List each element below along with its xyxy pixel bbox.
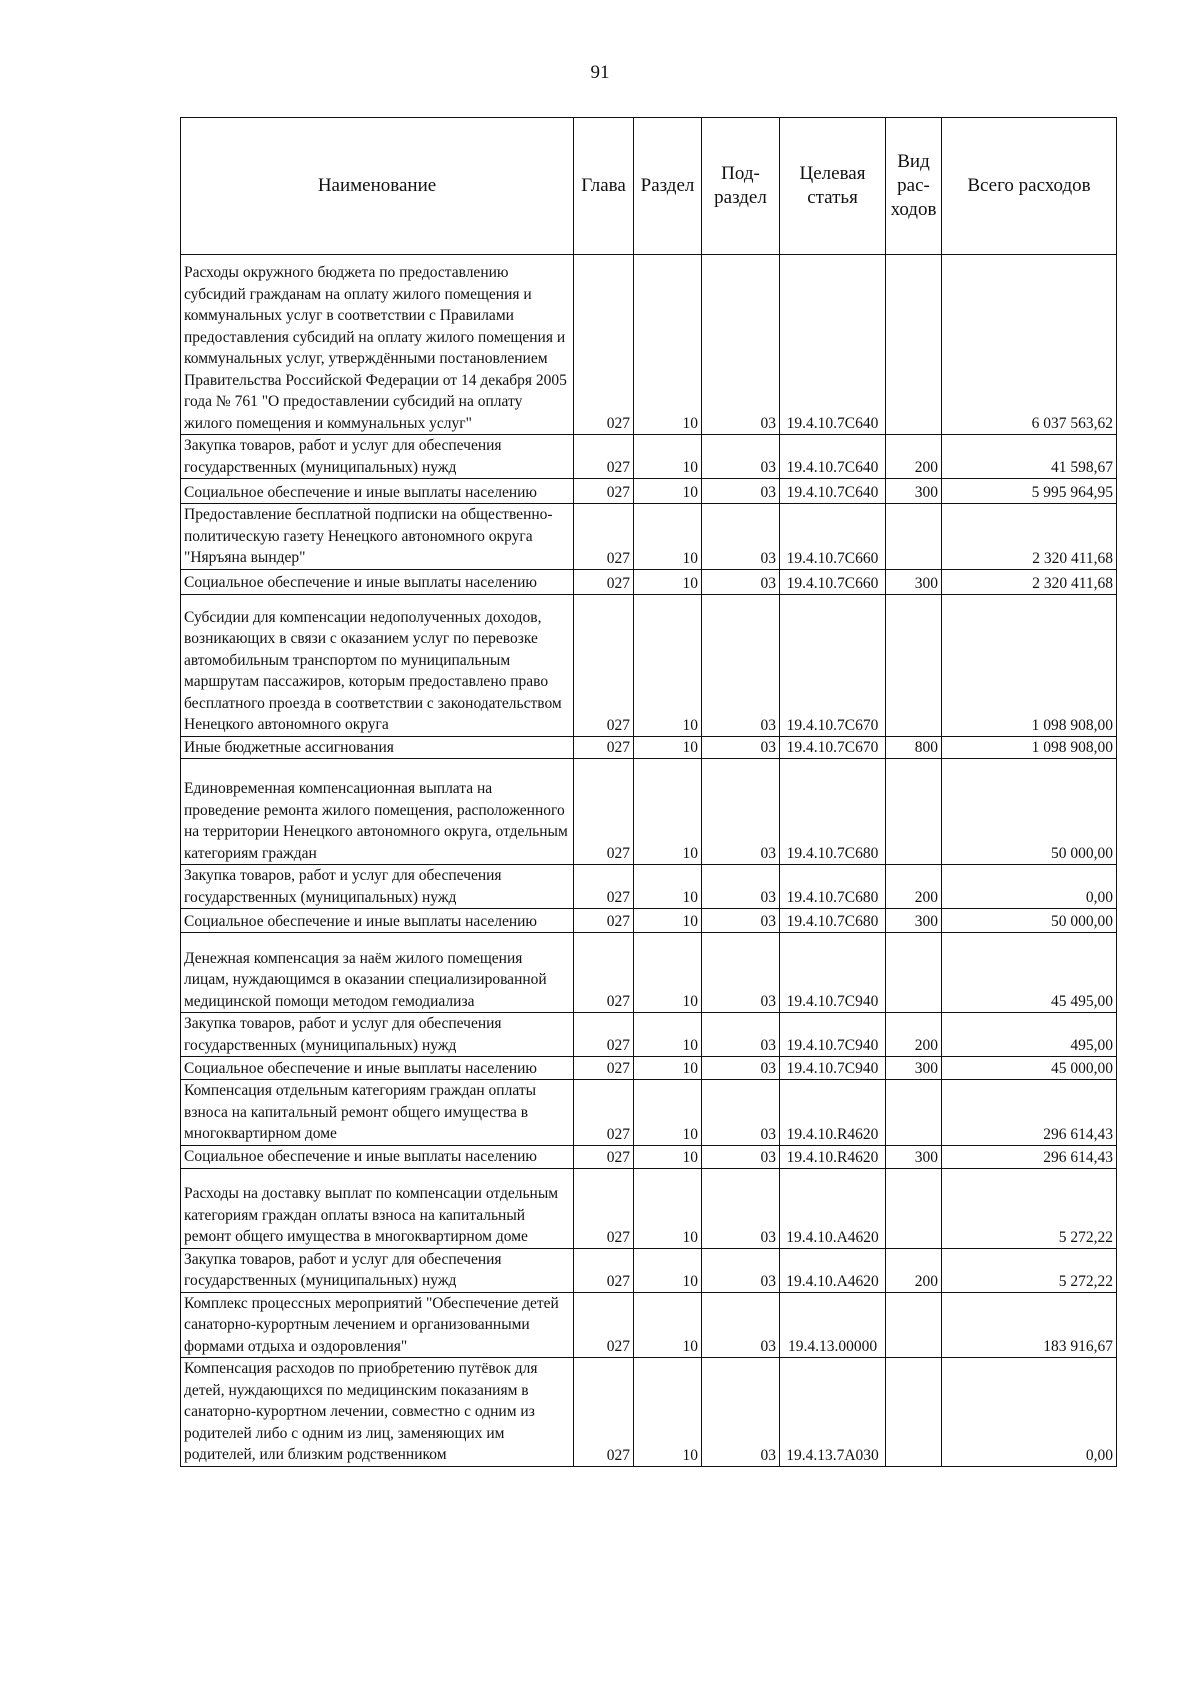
cell-name: Закупка товаров, работ и услуг для обеспечения государственных (муниципальных) нужд [181,435,574,479]
cell-total: 45 495,00 [942,933,1117,1013]
table-row [181,1358,1117,1467]
cell-name: Социальное обеспечение и иные выплаты населению [181,479,574,504]
cell-razdel: 10 [634,1080,702,1146]
cell-podrazdel: 03 [702,435,780,479]
cell-glava: 027 [574,1358,634,1467]
cell-vid [886,1168,942,1248]
cell-total: 0,00 [942,865,1117,909]
cell-podrazdel: 03 [702,759,780,865]
table-row [181,865,1117,909]
cell-glava: 027 [574,909,634,933]
cell-podrazdel: 03 [702,1057,780,1080]
cell-razdel: 10 [634,1057,702,1080]
cell-glava: 027 [574,504,634,570]
cell-vid: 300 [886,1057,942,1080]
header-row [181,118,1117,255]
cell-vid: 300 [886,569,942,594]
cell-razdel: 10 [634,1145,702,1168]
cell-glava: 027 [574,435,634,479]
cell-vid: 200 [886,1248,942,1292]
cell-podrazdel: 03 [702,504,780,570]
cell-glava: 027 [574,1013,634,1057]
header-glava: Глава [574,118,634,255]
table-row [181,594,1117,736]
table-row [181,1248,1117,1292]
cell-glava: 027 [574,1292,634,1358]
cell-statya: 19.4.10.7С660 [780,569,886,594]
cell-statya: 19.4.10.А4620 [780,1248,886,1292]
cell-razdel: 10 [634,1358,702,1467]
cell-statya: 19.4.10.7С680 [780,759,886,865]
table-row [181,1080,1117,1146]
cell-glava: 027 [574,1168,634,1248]
table-row [181,1168,1117,1248]
cell-vid [886,255,942,435]
cell-glava: 027 [574,1145,634,1168]
cell-razdel: 10 [634,594,702,736]
cell-vid [886,759,942,865]
cell-total: 5 272,22 [942,1168,1117,1248]
cell-name: Предоставление бесплатной подписки на общественно-политическую газету Ненецкого автономного округа "Няръяна вындер" [181,504,574,570]
table-row [181,479,1117,504]
cell-razdel: 10 [634,1013,702,1057]
cell-podrazdel: 03 [702,1080,780,1146]
cell-razdel: 10 [634,435,702,479]
cell-total: 495,00 [942,1013,1117,1057]
cell-glava: 027 [574,1057,634,1080]
cell-vid [886,1358,942,1467]
cell-razdel: 10 [634,569,702,594]
cell-razdel: 10 [634,909,702,933]
cell-vid [886,933,942,1013]
cell-razdel: 10 [634,504,702,570]
cell-podrazdel: 03 [702,736,780,759]
cell-statya: 19.4.13.7А030 [780,1358,886,1467]
cell-total: 296 614,43 [942,1145,1117,1168]
cell-razdel: 10 [634,255,702,435]
cell-razdel: 10 [634,933,702,1013]
cell-total: 50 000,00 [942,759,1117,865]
header-statya: Целевая статья [780,118,886,255]
cell-statya: 19.4.10.7С940 [780,933,886,1013]
cell-statya: 19.4.10.7С680 [780,909,886,933]
cell-glava: 027 [574,865,634,909]
cell-vid [886,504,942,570]
table-row [181,736,1117,759]
cell-statya: 19.4.10.R4620 [780,1080,886,1146]
cell-statya: 19.4.10.R4620 [780,1145,886,1168]
table-row [181,759,1117,865]
cell-total: 183 916,67 [942,1292,1117,1358]
cell-vid: 200 [886,1013,942,1057]
cell-podrazdel: 03 [702,479,780,504]
cell-total: 1 098 908,00 [942,594,1117,736]
cell-total: 41 598,67 [942,435,1117,479]
cell-razdel: 10 [634,1168,702,1248]
cell-statya: 19.4.10.7С940 [780,1057,886,1080]
cell-name: Расходы окружного бюджета по предоставлению субсидий гражданам на оплату жилого помещения и коммунальных услуг в соответствии с Правилами предоставления субсидий на оплату жилого помещения и коммунальных услуг, утверждёнными постановлением Правительства Российской Федерации от 14 декабря 2005 года № 761 "О предоставлении субсидий на оплату жилого помещения и коммунальных услуг" [181,255,574,435]
cell-razdel: 10 [634,1248,702,1292]
cell-podrazdel: 03 [702,1248,780,1292]
cell-name: Закупка товаров, работ и услуг для обеспечения государственных (муниципальных) нужд [181,1013,574,1057]
cell-vid: 300 [886,1145,942,1168]
cell-statya: 19.4.10.7С680 [780,865,886,909]
cell-glava: 027 [574,933,634,1013]
cell-statya: 19.4.10.7С670 [780,736,886,759]
cell-name: Субсидии для компенсации недополученных доходов, возникающих в связи с оказанием услуг по перевозке автомобильным транспортом по муниципальным маршрутам пассажиров, которым предоставлено право бесплатного проезда в соответствии с законодательством Ненецкого автономного округа [181,594,574,736]
cell-statya: 19.4.10.7С640 [780,479,886,504]
cell-podrazdel: 03 [702,1292,780,1358]
table-row [181,1292,1117,1358]
cell-glava: 027 [574,479,634,504]
table-row [181,1013,1117,1057]
cell-name: Социальное обеспечение и иные выплаты населению [181,1145,574,1168]
cell-name: Социальное обеспечение и иные выплаты населению [181,1057,574,1080]
cell-razdel: 10 [634,759,702,865]
cell-statya: 19.4.10.7С660 [780,504,886,570]
cell-total: 0,00 [942,1358,1117,1467]
cell-total: 1 098 908,00 [942,736,1117,759]
cell-name: Социальное обеспечение и иные выплаты населению [181,909,574,933]
cell-vid: 800 [886,736,942,759]
cell-vid: 200 [886,865,942,909]
cell-vid: 300 [886,909,942,933]
header-razdel: Раздел [634,118,702,255]
table-row [181,569,1117,594]
cell-vid [886,594,942,736]
header-podrazdel: Под-раздел [702,118,780,255]
cell-name: Компенсация отдельным категориям граждан оплаты взноса на капитальный ремонт общего имущества в многоквартирном доме [181,1080,574,1146]
cell-podrazdel: 03 [702,1145,780,1168]
table-row [181,255,1117,435]
table-row [181,1145,1117,1168]
cell-total: 2 320 411,68 [942,569,1117,594]
cell-podrazdel: 03 [702,1358,780,1467]
header-name: Наименование [181,118,574,255]
cell-name: Закупка товаров, работ и услуг для обеспечения государственных (муниципальных) нужд [181,1248,574,1292]
header-total: Всего расходов [942,118,1117,255]
cell-glava: 027 [574,1080,634,1146]
cell-name: Единовременная компенсационная выплата на проведение ремонта жилого помещения, расположенного на территории Ненецкого автономного округа, отдельным категориям граждан [181,759,574,865]
cell-glava: 027 [574,594,634,736]
cell-razdel: 10 [634,865,702,909]
cell-glava: 027 [574,569,634,594]
cell-name: Денежная компенсация за наём жилого помещения лицам, нуждающимся в оказании специализированной медицинской помощи методом гемодиализа [181,933,574,1013]
cell-name: Расходы на доставку выплат по компенсации отдельным категориям граждан оплаты взноса на капитальный ремонт общего имущества в многоквартирном доме [181,1168,574,1248]
cell-total: 6 037 563,62 [942,255,1117,435]
cell-total: 5 995 964,95 [942,479,1117,504]
cell-podrazdel: 03 [702,569,780,594]
page-number: 91 [590,62,610,83]
cell-razdel: 10 [634,479,702,504]
cell-podrazdel: 03 [702,865,780,909]
table-row [181,933,1117,1013]
cell-glava: 027 [574,255,634,435]
cell-vid: 300 [886,479,942,504]
cell-statya: 19.4.10.7С640 [780,255,886,435]
cell-statya: 19.4.10.А4620 [780,1168,886,1248]
cell-name: Компенсация расходов по приобретению путёвок для детей, нуждающихся по медицинским показаниям в санаторно-курортном лечении, совместно с одним из родителей либо с одним из лиц, заменяющих им родителей, или близким родственником [181,1358,574,1467]
cell-total: 2 320 411,68 [942,504,1117,570]
cell-vid: 200 [886,435,942,479]
cell-razdel: 10 [634,1292,702,1358]
table-row [181,504,1117,570]
cell-name: Комплекс процессных мероприятий "Обеспечение детей санаторно-курортным лечением и организованными формами отдыха и оздоровления" [181,1292,574,1358]
cell-name: Закупка товаров, работ и услуг для обеспечения государственных (муниципальных) нужд [181,865,574,909]
cell-razdel: 10 [634,736,702,759]
cell-podrazdel: 03 [702,1168,780,1248]
cell-total: 50 000,00 [942,909,1117,933]
cell-glava: 027 [574,1248,634,1292]
cell-podrazdel: 03 [702,1013,780,1057]
table-row [181,909,1117,933]
cell-statya: 19.4.10.7С670 [780,594,886,736]
cell-glava: 027 [574,736,634,759]
budget-table [180,117,1117,1467]
cell-total: 296 614,43 [942,1080,1117,1146]
cell-glava: 027 [574,759,634,865]
cell-total: 5 272,22 [942,1248,1117,1292]
cell-name: Социальное обеспечение и иные выплаты населению [181,569,574,594]
cell-podrazdel: 03 [702,255,780,435]
cell-statya: 19.4.10.7С640 [780,435,886,479]
cell-vid [886,1292,942,1358]
cell-vid [886,1080,942,1146]
header-vid: Вид рас-ходов [886,118,942,255]
cell-name: Иные бюджетные ассигнования [181,736,574,759]
cell-podrazdel: 03 [702,933,780,1013]
cell-statya: 19.4.10.7С940 [780,1013,886,1057]
table-row [181,435,1117,479]
table-row [181,1057,1117,1080]
cell-statya: 19.4.13.00000 [780,1292,886,1358]
cell-podrazdel: 03 [702,594,780,736]
cell-podrazdel: 03 [702,909,780,933]
cell-total: 45 000,00 [942,1057,1117,1080]
